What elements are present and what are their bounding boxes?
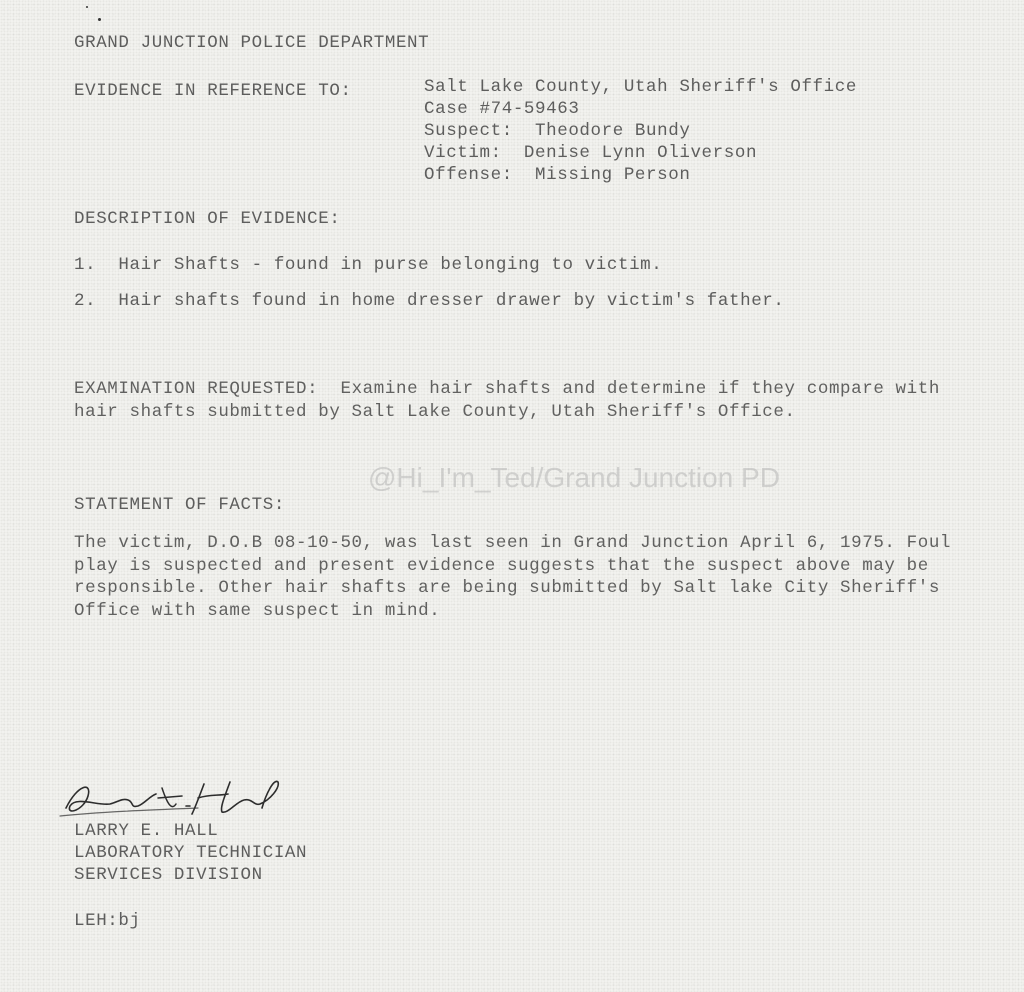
offense-line: Offense: Missing Person: [424, 165, 691, 185]
victim-line: Victim: Denise Lynn Oliverson: [424, 143, 758, 163]
scan-speck: [98, 18, 101, 21]
case-number: Case #74-59463: [424, 99, 580, 119]
signer-title: LABORATORY TECHNICIAN: [74, 843, 308, 863]
suspect-line: Suspect: Theodore Bundy: [424, 121, 691, 141]
department-header: GRAND JUNCTION POLICE DEPARTMENT: [74, 33, 430, 53]
examination-text: Examine hair shafts and determine if they compare with hair shafts submitted by Salt Lake County, Utah Sheriff's Office.: [74, 379, 940, 422]
signer-division: SERVICES DIVISION: [74, 865, 263, 885]
watermark: @Hi_I'm_Ted/Grand Junction PD: [368, 462, 780, 493]
examination-paragraph: [74, 378, 974, 423]
examination-heading: EXAMINATION REQUESTED:: [74, 379, 319, 399]
reference-label: EVIDENCE IN REFERENCE TO:: [74, 81, 352, 101]
facts-paragraph: The victim, D.O.B 08-10-50, was last seen in Grand Junction April 6, 1975. Foul play is suspected and present evidence suggests that the suspect above may be responsible. Other hair shafts are being submitted by Salt lake City Sheriff's Office with same suspect in mind.: [74, 533, 952, 621]
reference-agency: Salt Lake County, Utah Sheriff's Office: [424, 77, 857, 97]
facts-heading: STATEMENT OF FACTS:: [74, 495, 285, 515]
handwritten-signature: [58, 776, 288, 826]
signer-name: LARRY E. HALL: [74, 821, 219, 841]
evidence-item: 1. Hair Shafts - found in purse belonging to victim.: [74, 255, 663, 275]
scan-speck: [86, 6, 88, 8]
description-heading: DESCRIPTION OF EVIDENCE:: [74, 209, 341, 229]
evidence-item: 2. Hair shafts found in home dresser drawer by victim's father.: [74, 291, 785, 311]
typist-initials: LEH:bj: [74, 911, 141, 931]
